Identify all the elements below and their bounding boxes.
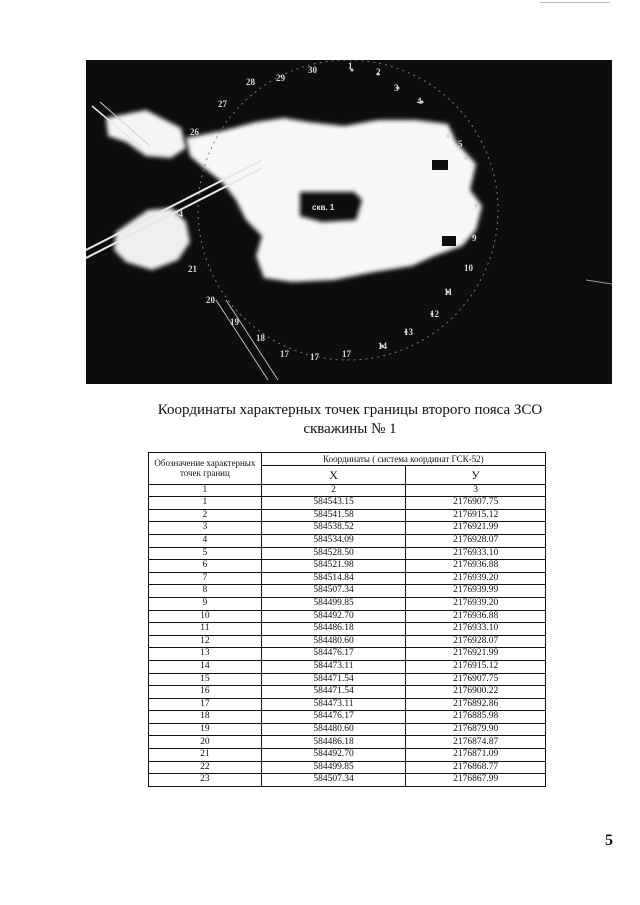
point-number-cell: 3	[149, 522, 262, 535]
map-notch	[432, 160, 448, 170]
y-coordinate-cell: 2176874.87	[406, 736, 546, 749]
table-row	[149, 698, 546, 711]
x-coordinate-cell: 584486.18	[261, 736, 406, 749]
point-number-cell: 13	[149, 648, 262, 661]
y-coordinate-cell: 2176939.99	[406, 585, 546, 598]
table-row	[149, 509, 546, 522]
coordinates-table-body	[149, 497, 546, 787]
x-coordinate-cell: 584534.09	[261, 534, 406, 547]
map-point-label: 20	[206, 295, 215, 305]
y-coordinate-cell: 2176921.99	[406, 648, 546, 661]
y-coordinate-cell: 2176867.99	[406, 774, 546, 787]
point-number-cell: 20	[149, 736, 262, 749]
point-number-cell: 6	[149, 560, 262, 573]
point-number-cell: 22	[149, 761, 262, 774]
x-coordinate-cell: 584476.17	[261, 648, 406, 661]
map-point-label: 5	[458, 139, 463, 149]
x-coordinate-cell: 584486.18	[261, 623, 406, 636]
y-coordinate-cell: 2176868.77	[406, 761, 546, 774]
table-row	[149, 623, 546, 636]
point-number-cell: 17	[149, 698, 262, 711]
point-number-cell: 10	[149, 610, 262, 623]
x-coordinate-cell: 584521.98	[261, 560, 406, 573]
road-line	[586, 280, 612, 284]
table-row	[149, 547, 546, 560]
x-coordinate-cell: 584499.85	[261, 761, 406, 774]
point-number-cell: 14	[149, 660, 262, 673]
y-coordinate-cell: 2176933.10	[406, 547, 546, 560]
header-designation: Обозначение характерных точек границ	[149, 453, 262, 485]
title-line-2: скважины № 1	[303, 421, 397, 437]
document-title	[110, 401, 590, 439]
coordinates-table	[148, 452, 546, 787]
x-coordinate-cell: 584543.15	[261, 497, 406, 510]
column-number: 3	[406, 484, 546, 497]
x-coordinate-cell: 584541.58	[261, 509, 406, 522]
x-coordinate-cell: 584471.54	[261, 686, 406, 699]
point-number-cell: 18	[149, 711, 262, 724]
table-row	[149, 497, 546, 510]
x-coordinate-cell: 584480.60	[261, 723, 406, 736]
y-coordinate-cell: 2176928.07	[406, 534, 546, 547]
map-point-label: 26	[190, 127, 199, 137]
table-row	[149, 522, 546, 535]
x-coordinate-cell: 584473.11	[261, 698, 406, 711]
map-drawing	[86, 60, 612, 384]
table-row	[149, 597, 546, 610]
x-coordinate-cell: 584507.34	[261, 774, 406, 787]
table-row	[149, 610, 546, 623]
y-coordinate-cell: 2176915.12	[406, 660, 546, 673]
map-point-label: 11	[444, 287, 453, 297]
map-point-label: 1	[348, 61, 353, 71]
y-coordinate-cell: 2176939.20	[406, 597, 546, 610]
point-number-cell: 9	[149, 597, 262, 610]
map-point-label: 24	[174, 209, 183, 219]
table-row	[149, 648, 546, 661]
x-coordinate-cell: 584538.52	[261, 522, 406, 535]
x-coordinate-cell: 584473.11	[261, 660, 406, 673]
y-coordinate-cell: 2176936.88	[406, 610, 546, 623]
y-coordinate-cell: 2176907.75	[406, 673, 546, 686]
table-row	[149, 761, 546, 774]
map-point-label: 9	[472, 233, 477, 243]
header-coordinates: Координаты ( система координат ГСК-52)	[261, 453, 545, 466]
map-point-label: 17	[280, 349, 289, 359]
map-point-label: 12	[430, 309, 439, 319]
map-notch	[442, 236, 456, 246]
map-point-label: 14	[378, 341, 387, 351]
scan-artifact	[540, 2, 610, 3]
map-point-label: 19	[230, 317, 239, 327]
y-coordinate-cell: 2176939.20	[406, 572, 546, 585]
point-number-cell: 2	[149, 509, 262, 522]
map-point-label: 17	[342, 349, 351, 359]
x-coordinate-cell: 584480.60	[261, 635, 406, 648]
table-row	[149, 660, 546, 673]
table-row	[149, 572, 546, 585]
map-point-label: 29	[276, 73, 285, 83]
point-number-cell: 16	[149, 686, 262, 699]
map-image	[86, 60, 612, 384]
y-coordinate-cell: 2176907.75	[406, 497, 546, 510]
point-number-cell: 23	[149, 774, 262, 787]
page-number: 5	[605, 832, 613, 849]
table-row	[149, 686, 546, 699]
table-row	[149, 711, 546, 724]
y-coordinate-cell: 2176933.10	[406, 623, 546, 636]
point-number-cell: 8	[149, 585, 262, 598]
well-label: скв. 1	[312, 203, 335, 212]
x-coordinate-cell: 584492.70	[261, 749, 406, 762]
map-point-label: 3	[394, 83, 399, 93]
header-x: X	[261, 465, 406, 484]
table-row	[149, 585, 546, 598]
y-coordinate-cell: 2176885.98	[406, 711, 546, 724]
y-coordinate-cell: 2176928.07	[406, 635, 546, 648]
column-number: 1	[149, 484, 262, 497]
map-point-label: 4	[417, 96, 422, 106]
map-point-label: 28	[246, 77, 255, 87]
table-row	[149, 635, 546, 648]
map-point-label: 21	[188, 264, 197, 274]
table-row	[149, 723, 546, 736]
table-row	[149, 673, 546, 686]
point-number-cell: 15	[149, 673, 262, 686]
table-row	[149, 749, 546, 762]
x-coordinate-cell: 584507.34	[261, 585, 406, 598]
map-point-label: 18	[256, 333, 265, 343]
x-coordinate-cell: 584514.84	[261, 572, 406, 585]
x-coordinate-cell: 584471.54	[261, 673, 406, 686]
map-point-label: 7	[474, 202, 479, 212]
table-row	[149, 774, 546, 787]
x-coordinate-cell: 584476.17	[261, 711, 406, 724]
header-y: У	[406, 465, 546, 484]
table-row	[149, 534, 546, 547]
y-coordinate-cell: 2176879.90	[406, 723, 546, 736]
table-row	[149, 560, 546, 573]
map-point-label: 17	[310, 352, 319, 362]
point-number-cell: 4	[149, 534, 262, 547]
y-coordinate-cell: 2176871.09	[406, 749, 546, 762]
map-point-label: 10	[464, 263, 473, 273]
x-coordinate-cell: 584499.85	[261, 597, 406, 610]
point-number-cell: 19	[149, 723, 262, 736]
point-number-cell: 12	[149, 635, 262, 648]
y-coordinate-cell: 2176892.86	[406, 698, 546, 711]
title-line-1: Координаты характерных точек границы второго пояса ЗСО	[157, 402, 543, 418]
y-coordinate-cell: 2176900.22	[406, 686, 546, 699]
x-coordinate-cell: 584528.50	[261, 547, 406, 560]
table-row	[149, 736, 546, 749]
y-coordinate-cell: 2176936.88	[406, 560, 546, 573]
map-point-label: 27	[218, 99, 227, 109]
map-point-label: 2	[376, 67, 381, 77]
point-number-cell: 1	[149, 497, 262, 510]
x-coordinate-cell: 584492.70	[261, 610, 406, 623]
road-line	[226, 300, 278, 380]
y-coordinate-cell: 2176915.12	[406, 509, 546, 522]
point-number-cell: 11	[149, 623, 262, 636]
point-number-cell: 7	[149, 572, 262, 585]
point-number-cell: 5	[149, 547, 262, 560]
y-coordinate-cell: 2176921.99	[406, 522, 546, 535]
column-number: 2	[261, 484, 406, 497]
point-number-cell: 21	[149, 749, 262, 762]
map-point-label: 13	[404, 327, 413, 337]
map-point-label: 30	[308, 65, 317, 75]
